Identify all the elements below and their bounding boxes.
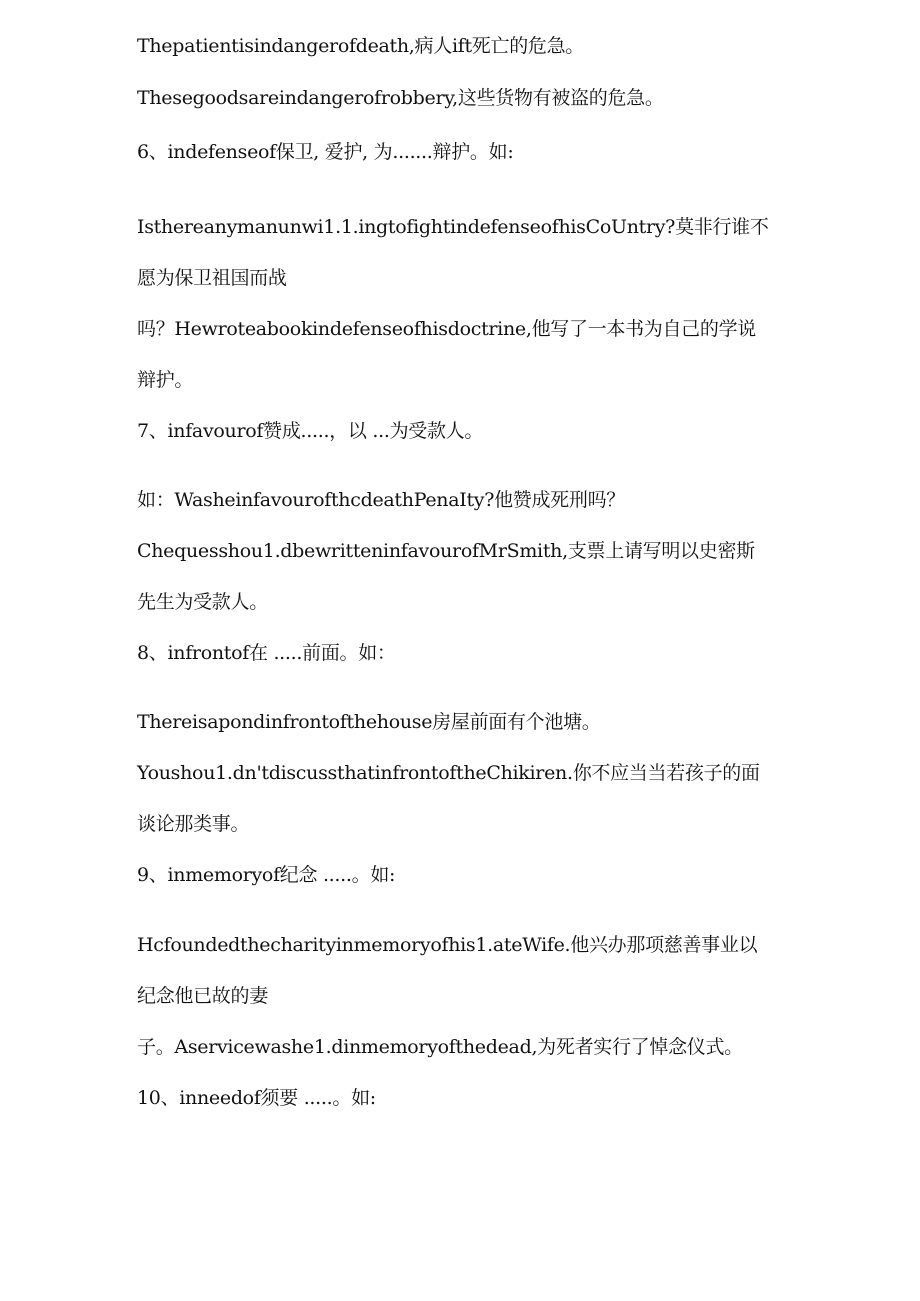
text-line: Thesegoodsareindangerofrobbery,这些货物有被盗的危急。: [137, 87, 664, 109]
text-line: 谈论那类事。: [137, 813, 250, 835]
text-line: 6、indefenseof保卫, 爱护, 为.......辩护。如:: [137, 141, 514, 163]
text-line: Hcfoundedthecharityinmemoryofhis1.ateWife.他兴办那项慈善事业以: [137, 934, 758, 956]
text-line: Thepatientisindangerofdeath,病人ift死亡的危急。: [137, 35, 584, 57]
text-line: 10、inneedof须要 .....。如:: [137, 1087, 376, 1109]
text-line: 纪念他已故的妻: [137, 985, 268, 1007]
text-line: 愿为保卫祖国而战: [137, 267, 287, 289]
text-line: 吗？Hewroteabookindefenseofhisdoctrine,他写了一本书为自己的学说: [137, 318, 756, 340]
text-line: 9、inmemoryof纪念 .....。如:: [137, 864, 396, 886]
text-line: Chequesshou1.dbewritteninfavourofMrSmith,支票上请写明以史密斯: [137, 540, 755, 562]
text-line: Youshou1.dn'tdiscussthatinfrontoftheChikiren.你不应当当若孩子的面: [137, 762, 760, 784]
text-line: 先生为受款人。: [137, 591, 268, 613]
text-line: Isthereanymanunwi1.1.ingtofightindefenseofhisCoUntry?莫非行谁不: [137, 216, 769, 238]
text-line: 7、infavourof赞成.....，以 ...为受款人。: [137, 420, 484, 442]
text-line: 如：WasheinfavourofthcdeathPenaIty?他赞成死刑吗？: [137, 489, 625, 511]
text-line: 子。Aservicewashe1.dinmemoryofthedead,为死者实行了悼念仪式。: [137, 1036, 743, 1058]
text-line: 8、infrontof在 .....前面。如：: [137, 642, 396, 664]
text-line: 辩护。: [137, 369, 194, 391]
text-line: Thereisapondinfrontofthehouse房屋前面有个池塘。: [137, 711, 601, 733]
